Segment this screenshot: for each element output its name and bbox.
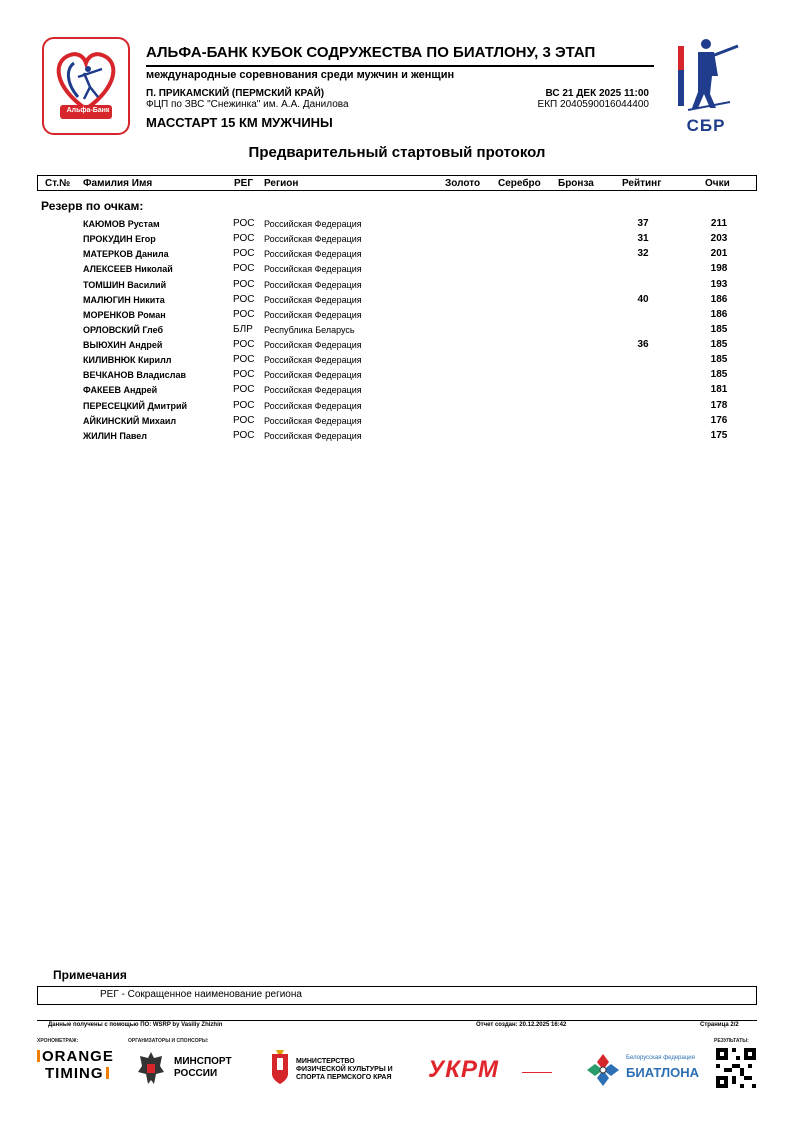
table-row bbox=[0, 248, 794, 263]
header-rule bbox=[146, 65, 654, 67]
athlete-reg: РОС bbox=[233, 354, 255, 365]
athlete-region: Российская Федерация bbox=[264, 280, 362, 290]
results-qr-code[interactable] bbox=[716, 1048, 756, 1088]
col-bronze: Бронза bbox=[558, 178, 594, 189]
belarus-main-text: БИАТЛОНА bbox=[626, 1065, 700, 1080]
athlete-name: АЙКИНСКИЙ Михаил bbox=[83, 416, 177, 426]
table-row bbox=[0, 279, 794, 294]
athlete-points: 211 bbox=[710, 218, 728, 229]
alfa-bank-cup-logo bbox=[42, 37, 130, 135]
athlete-rating: 36 bbox=[637, 339, 649, 350]
table-row bbox=[0, 400, 794, 415]
athlete-name: МАЛЮГИН Никита bbox=[83, 295, 165, 305]
athlete-points: 175 bbox=[710, 430, 728, 441]
left-logo-text: Альфа-Банк bbox=[66, 107, 110, 114]
athlete-name: ОРЛОВСКИЙ Глеб bbox=[83, 325, 164, 335]
event-datetime: ВС 21 ДЕК 2025 11:00 bbox=[545, 88, 649, 99]
athlete-points: 181 bbox=[710, 384, 728, 395]
col-name: Фамилия Имя bbox=[83, 178, 153, 189]
notes-text: РЕГ - Сокращенное наименование региона bbox=[100, 989, 302, 1000]
athlete-rating: 32 bbox=[637, 248, 649, 259]
document-title: Предварительный стартовый протокол bbox=[248, 144, 546, 161]
sbr-logo bbox=[668, 36, 744, 140]
athlete-reg: РОС bbox=[233, 294, 255, 305]
athlete-region: Российская Федерация bbox=[264, 385, 362, 395]
athlete-region: Российская Федерация bbox=[264, 416, 362, 426]
athlete-name: КИЛИВНЮК Кирилл bbox=[83, 355, 172, 365]
page-number: Страница 2/2 bbox=[700, 1022, 739, 1028]
athlete-rating: 40 bbox=[637, 294, 649, 305]
table-row bbox=[0, 218, 794, 233]
section-title: Резерв по очкам: bbox=[41, 199, 144, 213]
athlete-reg: РОС bbox=[233, 339, 255, 350]
athlete-name: ЖИЛИН Павел bbox=[83, 431, 147, 441]
competition-title: АЛЬФА-БАНК КУБОК СОДРУЖЕСТВА ПО БИАТЛОНУ, 3 ЭТАП bbox=[146, 44, 596, 61]
perm-ministry-logo bbox=[270, 1048, 393, 1091]
minsport-line-2: РОССИИ bbox=[174, 1068, 218, 1079]
athlete-reg: РОС bbox=[233, 279, 255, 290]
athlete-region: Российская Федерация bbox=[264, 295, 362, 305]
table-row bbox=[0, 324, 794, 339]
orange-word: ORANGE bbox=[42, 1048, 114, 1065]
athlete-points: 186 bbox=[710, 309, 728, 320]
ornament-icon bbox=[586, 1053, 620, 1087]
eagle-emblem-icon bbox=[136, 1050, 166, 1086]
table-header bbox=[37, 175, 757, 191]
athlete-name: ВЫЮХИН Андрей bbox=[83, 340, 163, 350]
athlete-name: ВЕЧКАНОВ Владислав bbox=[83, 370, 187, 380]
athlete-region: Республика Беларусь bbox=[264, 325, 355, 335]
results-caption: РЕЗУЛЬТАТЫ: bbox=[714, 1038, 749, 1044]
athlete-reg: РОС bbox=[233, 263, 255, 274]
col-rating: Рейтинг bbox=[622, 178, 662, 189]
report-created: Отчет создан: 20.12.2025 16:42 bbox=[476, 1022, 567, 1028]
athlete-region: Российская Федерация bbox=[264, 219, 362, 229]
athlete-region: Российская Федерация bbox=[264, 340, 362, 350]
athlete-points: 203 bbox=[710, 233, 728, 244]
athlete-region: Российская Федерация bbox=[264, 370, 362, 380]
athlete-region: Российская Федерация bbox=[264, 234, 362, 244]
athlete-reg: РОС bbox=[233, 248, 255, 259]
biathlete-icon bbox=[668, 36, 744, 116]
athlete-points: 185 bbox=[710, 354, 728, 365]
minsport-line-1: МИНСПОРТ bbox=[174, 1056, 232, 1067]
col-gold: Золото bbox=[445, 178, 481, 189]
athlete-reg: РОС bbox=[233, 309, 255, 320]
athlete-region: Российская Федерация bbox=[264, 310, 362, 320]
timing-caption: ХРОНОМЕТРАЖ: bbox=[37, 1038, 79, 1044]
competition-subtitle: международные соревнования среди мужчин и женщин bbox=[146, 69, 455, 81]
athlete-name: ПРОКУДИН Егор bbox=[83, 234, 156, 244]
perm-line-2: ФИЗИЧЕСКОЙ КУЛЬТУРЫ И bbox=[296, 1066, 393, 1073]
orange-bar-icon bbox=[106, 1067, 109, 1079]
athlete-name: МОРЕНКОВ Роман bbox=[83, 310, 166, 320]
athlete-region: Российская Федерация bbox=[264, 264, 362, 274]
timing-word: TIMING bbox=[45, 1065, 104, 1082]
athlete-reg: БЛР bbox=[233, 324, 253, 335]
ukrm-underline bbox=[522, 1072, 552, 1073]
athlete-reg: РОС bbox=[233, 430, 255, 441]
athlete-name: МАТЕРКОВ Данила bbox=[83, 249, 169, 259]
athlete-points: 185 bbox=[710, 339, 728, 350]
table-row bbox=[0, 233, 794, 248]
athlete-name: ПЕРЕСЕЦКИЙ Дмитрий bbox=[83, 401, 188, 411]
athlete-points: 185 bbox=[710, 324, 728, 335]
qr-code-icon bbox=[716, 1048, 756, 1088]
heart-logo-icon bbox=[44, 39, 128, 133]
data-source: Данные получены с помощью ПО: WSRP by Vasiliy Zhizhin bbox=[48, 1022, 223, 1028]
perm-line-1: МИНИСТЕРСТВО bbox=[296, 1058, 355, 1065]
athlete-points: 185 bbox=[710, 369, 728, 380]
organizers-caption: ОРГАНИЗАТОРЫ И СПОНСОРЫ: bbox=[128, 1038, 209, 1044]
event-name: МАССТАРТ 15 КМ МУЖЧИНЫ bbox=[146, 115, 333, 130]
table-row bbox=[0, 415, 794, 430]
orange-timing-logo bbox=[37, 1048, 114, 1082]
belarus-small-text: Белорусская федерация bbox=[626, 1055, 695, 1061]
athlete-reg: РОС bbox=[233, 218, 255, 229]
table-row bbox=[0, 384, 794, 399]
belarus-biathlon-logo bbox=[586, 1053, 700, 1092]
athlete-region: Российская Федерация bbox=[264, 355, 362, 365]
col-start-no: Ст.№ bbox=[45, 178, 71, 189]
place: П. ПРИКАМСКИЙ (ПЕРМСКИЙ КРАЙ) bbox=[146, 88, 325, 99]
venue: ФЦП по ЗВС "Снежинка" им. А.А. Данилова bbox=[146, 99, 349, 110]
athlete-name: КАЮМОВ Рустам bbox=[83, 219, 160, 229]
col-region: Регион bbox=[264, 178, 299, 189]
athlete-name: ФАКЕЕВ Андрей bbox=[83, 385, 158, 395]
athlete-points: 186 bbox=[710, 294, 728, 305]
right-logo-text: СБР bbox=[686, 116, 726, 135]
table-row bbox=[0, 263, 794, 278]
athlete-points: 193 bbox=[710, 279, 728, 290]
athlete-reg: РОС bbox=[233, 400, 255, 411]
event-code: ЕКП 2040590016044400 bbox=[537, 99, 649, 110]
athlete-region: Российская Федерация bbox=[264, 249, 362, 259]
athlete-points: 176 bbox=[710, 415, 728, 426]
athlete-points: 178 bbox=[710, 400, 728, 411]
col-reg: РЕГ bbox=[234, 178, 254, 189]
athlete-points: 198 bbox=[710, 263, 728, 274]
table-row bbox=[0, 369, 794, 384]
minsport-logo bbox=[136, 1050, 232, 1091]
table-row bbox=[0, 294, 794, 309]
athlete-reg: РОС bbox=[233, 415, 255, 426]
orange-bar-icon bbox=[37, 1050, 40, 1062]
athlete-rating: 31 bbox=[637, 233, 649, 244]
ukrm-logo: УКРМ bbox=[428, 1056, 500, 1083]
col-points: Очки bbox=[705, 178, 730, 189]
perm-crest-icon bbox=[270, 1048, 290, 1086]
table-row bbox=[0, 354, 794, 369]
athlete-name: ТОМШИН Василий bbox=[83, 280, 167, 290]
athlete-region: Российская Федерация bbox=[264, 401, 362, 411]
athlete-reg: РОС bbox=[233, 384, 255, 395]
athlete-reg: РОС bbox=[233, 369, 255, 380]
athlete-name: АЛЕКСЕЕВ Николай bbox=[83, 264, 173, 274]
notes-title: Примечания bbox=[53, 968, 127, 982]
athlete-points: 201 bbox=[710, 248, 728, 259]
table-row bbox=[0, 339, 794, 354]
athlete-rating: 37 bbox=[637, 218, 649, 229]
athlete-region: Российская Федерация bbox=[264, 431, 362, 441]
table-row bbox=[0, 430, 794, 445]
col-silver: Серебро bbox=[498, 178, 541, 189]
footer-rule bbox=[37, 1020, 757, 1021]
table-row bbox=[0, 309, 794, 324]
perm-line-3: СПОРТА ПЕРМСКОГО КРАЯ bbox=[296, 1074, 392, 1081]
athlete-reg: РОС bbox=[233, 233, 255, 244]
